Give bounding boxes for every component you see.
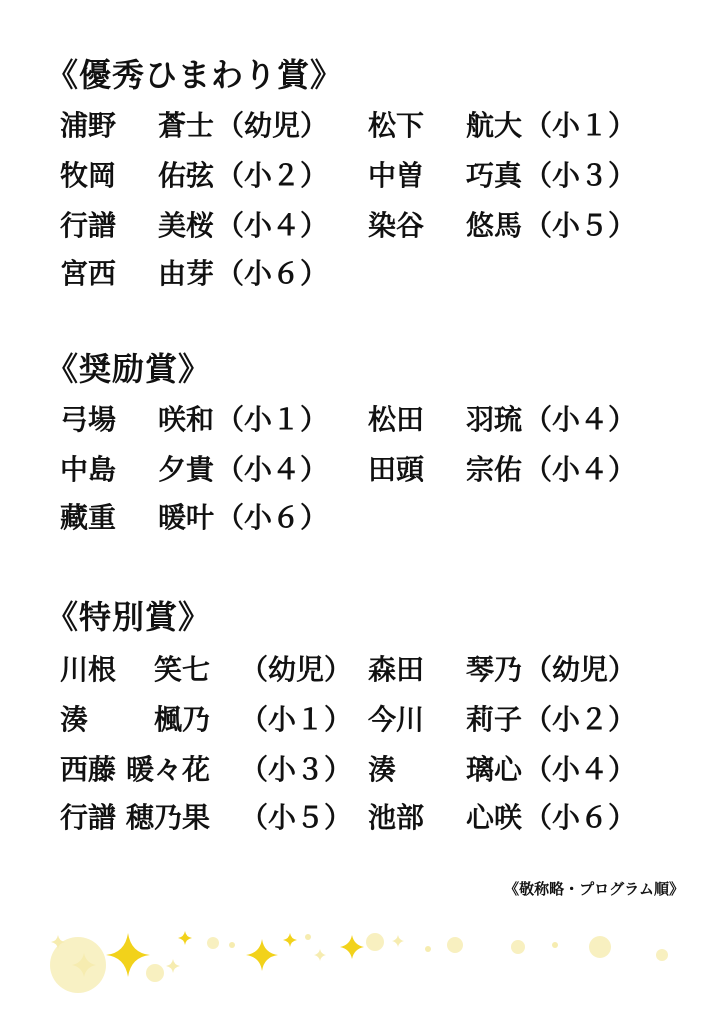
glow-circle xyxy=(447,937,463,953)
winner-given-name: 笑七 xyxy=(154,653,211,686)
winner-surname: 藏重 xyxy=(60,501,117,534)
award-row xyxy=(60,204,680,246)
star-icon xyxy=(166,959,180,973)
winner-surname: 浦野 xyxy=(60,109,117,142)
glow-circle xyxy=(589,936,611,958)
winner-grade: （小３） xyxy=(524,159,637,192)
glow-dot xyxy=(229,942,235,948)
star-icon xyxy=(283,933,297,947)
winner-grade: （小４） xyxy=(524,753,637,786)
winner-surname: 染谷 xyxy=(368,209,425,242)
star-icon xyxy=(246,939,278,971)
winner-surname: 中曽 xyxy=(368,159,425,192)
winner-given-name: 夕貴 xyxy=(158,453,215,486)
winner-given-name: 暖叶 xyxy=(158,501,215,534)
winner-surname: 湊 xyxy=(60,703,89,736)
star-icon xyxy=(314,949,326,961)
winner-given-name: 悠馬 xyxy=(466,209,523,242)
award-row xyxy=(60,398,680,440)
winner-surname: 西藤 xyxy=(60,753,117,786)
winner-grade: （小５） xyxy=(524,209,637,242)
winner-surname: 松田 xyxy=(368,403,425,436)
winner-grade: （小６） xyxy=(216,501,329,534)
winner-grade: （小４） xyxy=(524,453,637,486)
winner-grade: （小１） xyxy=(216,403,329,436)
star-icon xyxy=(106,933,150,977)
winner-grade: （小２） xyxy=(216,159,329,192)
glow-circle xyxy=(146,964,164,982)
winner-given-name: 楓乃 xyxy=(154,703,211,736)
winner-surname: 田頭 xyxy=(368,453,425,486)
winner-grade: （小４） xyxy=(216,209,329,242)
section-title-encouragement-award: 《奨励賞》 xyxy=(46,350,212,388)
winner-grade: （小１） xyxy=(524,109,637,142)
winner-given-name: 美桜 xyxy=(158,209,215,242)
award-row xyxy=(60,748,680,790)
glow-circle xyxy=(656,949,668,961)
winner-given-name: 暖々花 xyxy=(126,753,211,786)
award-row xyxy=(60,448,680,490)
winner-grade: （小４） xyxy=(524,403,637,436)
star-icon xyxy=(178,931,192,945)
winner-given-name: 宗佑 xyxy=(466,453,523,486)
winner-grade: （小６） xyxy=(524,801,637,834)
winner-grade: （小２） xyxy=(524,703,637,736)
award-row xyxy=(60,252,680,294)
winner-grade: （小５） xyxy=(240,801,353,834)
winner-surname: 今川 xyxy=(368,703,425,736)
winner-surname: 行譜 xyxy=(60,209,117,242)
winner-surname: 中島 xyxy=(60,453,117,486)
winner-surname: 牧岡 xyxy=(60,159,117,192)
winner-grade: （小６） xyxy=(216,257,329,290)
winner-surname: 湊 xyxy=(368,753,397,786)
sparkle-decoration xyxy=(0,915,724,1015)
winner-given-name: 由芽 xyxy=(158,257,215,290)
winner-surname: 行譜 xyxy=(60,801,117,834)
winner-grade: （幼児） xyxy=(240,653,353,686)
glow-circle xyxy=(511,940,525,954)
winner-grade: （小３） xyxy=(240,753,353,786)
winner-surname: 森田 xyxy=(368,653,425,686)
winner-given-name: 佑弦 xyxy=(158,159,215,192)
winner-grade: （幼児） xyxy=(524,653,637,686)
honorifics-note: 《敬称略・プログラム順》 xyxy=(504,880,684,898)
winner-given-name: 琴乃 xyxy=(466,653,523,686)
winner-given-name: 蒼士 xyxy=(158,109,215,142)
award-row xyxy=(60,698,680,740)
winner-given-name: 航大 xyxy=(466,109,523,142)
glow-circle xyxy=(207,937,219,949)
winner-given-name: 咲和 xyxy=(158,403,215,436)
glow-dot xyxy=(552,942,558,948)
winner-surname: 弓場 xyxy=(60,403,117,436)
glow-circle xyxy=(366,933,384,951)
winner-given-name: 心咲 xyxy=(466,801,523,834)
winner-surname: 池部 xyxy=(368,801,425,834)
glow-dot xyxy=(305,934,311,940)
winner-given-name: 璃心 xyxy=(466,753,523,786)
winner-surname: 松下 xyxy=(368,109,425,142)
winner-surname: 川根 xyxy=(60,653,117,686)
award-row xyxy=(60,104,680,146)
winner-surname: 宮西 xyxy=(60,257,117,290)
star-icon xyxy=(340,935,364,959)
winner-grade: （小１） xyxy=(240,703,353,736)
glow-dot xyxy=(425,946,431,952)
winner-given-name: 穂乃果 xyxy=(126,801,211,834)
star-icon xyxy=(392,935,404,947)
winner-grade: （幼児） xyxy=(216,109,329,142)
winner-given-name: 巧真 xyxy=(466,159,523,192)
winner-given-name: 莉子 xyxy=(466,703,523,736)
section-title-excellence-award: 《優秀ひまわり賞》 xyxy=(46,56,344,94)
section-title-special-award: 《特別賞》 xyxy=(46,598,212,636)
award-row xyxy=(60,496,680,538)
award-row xyxy=(60,154,680,196)
winner-grade: （小４） xyxy=(216,453,329,486)
award-row xyxy=(60,796,680,838)
award-row xyxy=(60,648,680,690)
winner-given-name: 羽琉 xyxy=(466,403,523,436)
